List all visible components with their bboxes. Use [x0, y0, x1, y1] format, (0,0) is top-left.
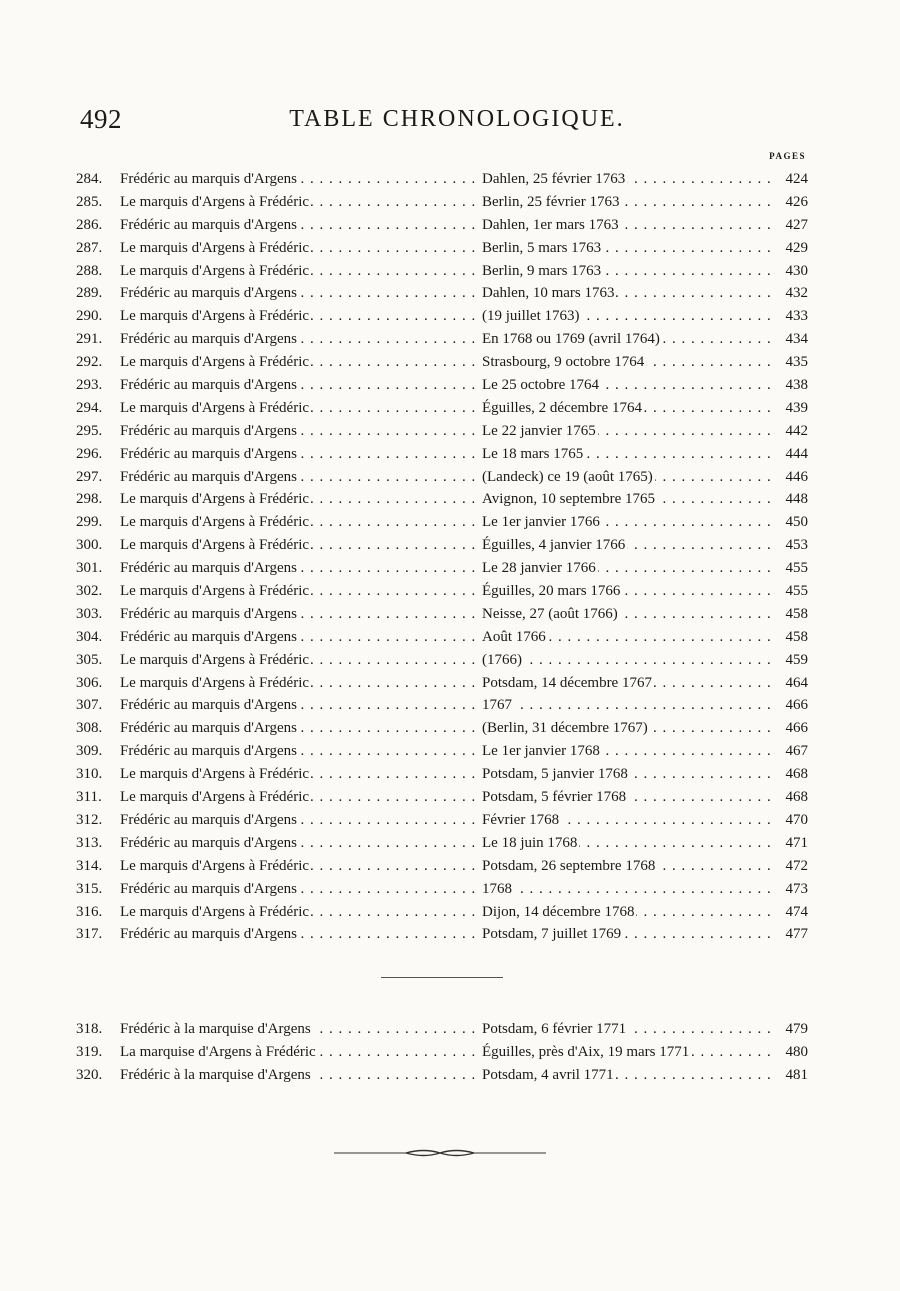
- entry-page: 471: [785, 834, 808, 851]
- entry-title: Le marquis d'Argens à Frédéric . . .: [120, 763, 482, 786]
- entry-page: 477: [785, 926, 808, 943]
- entry-place-date: Potsdam, 6 février 1771 . . .: [482, 1018, 778, 1041]
- table-row: [76, 694, 808, 717]
- entry-number: 318.: [76, 1021, 103, 1037]
- entry-title: Le marquis d'Argens à Frédéric . . .: [120, 397, 482, 420]
- entry-number: 294.: [76, 399, 103, 416]
- entry-page: 439: [785, 399, 808, 416]
- entry-place-date: Potsdam, 26 septembre 1768 . . .: [482, 855, 778, 878]
- entry-title: Frédéric au marquis d'Argens . . .: [120, 420, 482, 443]
- table-row: [76, 626, 808, 649]
- entry-title: Frédéric au marquis d'Argens . . .: [120, 626, 482, 649]
- entry-number: 306.: [76, 674, 103, 691]
- entry-number: 303.: [76, 605, 103, 622]
- entry-title: Le marquis d'Argens à Frédéric . . .: [120, 191, 482, 214]
- entry-page: 448: [785, 491, 808, 508]
- entry-number: 293.: [76, 377, 103, 394]
- entry-number: 288.: [76, 262, 103, 279]
- entry-number: 314.: [76, 857, 103, 874]
- table-row: [76, 282, 808, 305]
- entry-place-date: (Berlin, 31 décembre 1767) . . .: [482, 717, 778, 740]
- table-row: [76, 809, 808, 832]
- marquise-letter-list: [76, 1018, 808, 1087]
- table-row: [76, 603, 808, 626]
- table-row: [76, 374, 808, 397]
- entry-title: Frédéric au marquis d'Argens . . .: [120, 557, 482, 580]
- entry-place-date: Berlin, 9 mars 1763 . . .: [482, 260, 778, 283]
- entry-number: 296.: [76, 445, 103, 462]
- entry-title: Le marquis d'Argens à Frédéric . . .: [120, 511, 482, 534]
- entry-page: 455: [785, 560, 808, 577]
- entry-place-date: En 1768 ou 1769 (avril 1764) . . .: [482, 328, 778, 351]
- entry-place-date: 1768 . . .: [482, 878, 778, 901]
- entry-title: Le marquis d'Argens à Frédéric . . .: [120, 855, 482, 878]
- entry-page: 466: [785, 697, 808, 714]
- entry-page: 467: [785, 743, 808, 760]
- entry-page: 424: [785, 171, 808, 187]
- entry-number: 298.: [76, 491, 103, 508]
- entry-title: Frédéric au marquis d'Argens . . .: [120, 282, 482, 305]
- entry-place-date: Potsdam, 14 décembre 1767 . . .: [482, 672, 778, 695]
- table-row: [76, 901, 808, 924]
- entry-place-date: Le 1er janvier 1766 . . .: [482, 511, 778, 534]
- entry-title: La marquise d'Argens à Frédéric . . .: [120, 1041, 482, 1064]
- entry-title: Le marquis d'Argens à Frédéric . . .: [120, 488, 482, 511]
- table-row: [76, 191, 808, 214]
- entry-page: 481: [785, 1066, 808, 1083]
- entry-number: 299.: [76, 514, 103, 531]
- entry-place-date: Le 25 octobre 1764 . . .: [482, 374, 778, 397]
- entry-page: 468: [785, 766, 808, 783]
- entry-number: 301.: [76, 560, 103, 577]
- entry-place-date: Berlin, 5 mars 1763 . . .: [482, 237, 778, 260]
- table-row: [76, 1064, 808, 1087]
- entry-title: Frédéric au marquis d'Argens . . .: [120, 443, 482, 466]
- table-row: [76, 740, 808, 763]
- page-number: 492: [80, 104, 122, 134]
- entry-place-date: Le 18 mars 1765 . . .: [482, 443, 778, 466]
- entry-title: Frédéric au marquis d'Argens . . .: [120, 374, 482, 397]
- entry-place-date: Avignon, 10 septembre 1765 . . .: [482, 488, 778, 511]
- entry-page: 468: [785, 789, 808, 806]
- entry-place-date: Potsdam, 5 février 1768 . . .: [482, 786, 778, 809]
- table-row: [76, 420, 808, 443]
- entry-page: 458: [785, 628, 808, 645]
- entry-number: 290.: [76, 308, 103, 325]
- entry-title: Le marquis d'Argens à Frédéric . . .: [120, 305, 482, 328]
- entry-number: 309.: [76, 743, 103, 760]
- entry-number: 311.: [76, 789, 102, 806]
- entry-number: 310.: [76, 766, 103, 783]
- table-row: [76, 534, 808, 557]
- entry-number: 315.: [76, 880, 103, 897]
- entry-page: 438: [785, 377, 808, 394]
- entry-place-date: Dijon, 14 décembre 1768 . . .: [482, 901, 778, 924]
- entry-page: 444: [785, 445, 808, 462]
- entry-place-date: (1766) . . .: [482, 649, 778, 672]
- table-row: [76, 443, 808, 466]
- entry-place-date: Éguilles, près d'Aix, 19 mars 1771 . . .: [482, 1041, 778, 1064]
- entry-number: 317.: [76, 926, 103, 943]
- entry-place-date: Éguilles, 2 décembre 1764 . . .: [482, 397, 778, 420]
- entry-number: 284.: [76, 171, 103, 187]
- table-row: [76, 237, 808, 260]
- entry-page: 446: [785, 468, 808, 485]
- entry-place-date: 1767 . . .: [482, 694, 778, 717]
- entry-title: Frédéric au marquis d'Argens . . .: [120, 328, 482, 351]
- entry-number: 291.: [76, 331, 103, 348]
- table-row: [76, 1041, 808, 1064]
- table-row: [76, 557, 808, 580]
- entry-number: 305.: [76, 651, 103, 668]
- entry-place-date: Potsdam, 7 juillet 1769 . . .: [482, 923, 778, 946]
- entry-title: Le marquis d'Argens à Frédéric . . .: [120, 786, 482, 809]
- entry-number: 289.: [76, 285, 103, 302]
- entry-title: Le marquis d'Argens à Frédéric . . .: [120, 260, 482, 283]
- entry-title: Frédéric au marquis d'Argens . . .: [120, 168, 482, 191]
- entry-title: Frédéric au marquis d'Argens . . .: [120, 466, 482, 489]
- entry-place-date: Potsdam, 4 avril 1771 . . .: [482, 1064, 778, 1087]
- entry-number: 319.: [76, 1043, 103, 1060]
- table-row: [76, 168, 808, 191]
- entry-page: 472: [785, 857, 808, 874]
- entry-title: Frédéric au marquis d'Argens . . .: [120, 603, 482, 626]
- table-row: [76, 397, 808, 420]
- entry-page: 474: [785, 903, 808, 920]
- table-row: [76, 878, 808, 901]
- entry-number: 292.: [76, 354, 103, 371]
- table-row: [76, 672, 808, 695]
- entry-title: Le marquis d'Argens à Frédéric . . .: [120, 237, 482, 260]
- entry-number: 300.: [76, 537, 103, 554]
- entry-place-date: (Landeck) ce 19 (août 1765) . . .: [482, 466, 778, 489]
- entry-page: 459: [785, 651, 808, 668]
- entry-page: 433: [785, 308, 808, 325]
- table-row: [76, 649, 808, 672]
- table-row: [76, 511, 808, 534]
- entry-title: Frédéric au marquis d'Argens . . .: [120, 832, 482, 855]
- entry-title: Le marquis d'Argens à Frédéric . . .: [120, 672, 482, 695]
- table-row: [76, 855, 808, 878]
- entry-page: 455: [785, 583, 808, 600]
- entry-number: 308.: [76, 720, 103, 737]
- entry-title: Frédéric au marquis d'Argens . . .: [120, 694, 482, 717]
- table-row: [76, 351, 808, 374]
- table-row: [76, 786, 808, 809]
- entry-page: 442: [785, 422, 808, 439]
- entry-number: 304.: [76, 628, 103, 645]
- table-row: [76, 832, 808, 855]
- section-divider: [381, 977, 503, 978]
- table-row: [76, 328, 808, 351]
- entry-place-date: Le 28 janvier 1766 . . .: [482, 557, 778, 580]
- entry-title: Le marquis d'Argens à Frédéric . . .: [120, 351, 482, 374]
- entry-number: 316.: [76, 903, 103, 920]
- entry-number: 313.: [76, 834, 103, 851]
- table-row: [76, 1018, 808, 1041]
- entry-number: 286.: [76, 216, 103, 233]
- table-row: [76, 717, 808, 740]
- table-row: [76, 214, 808, 237]
- entry-place-date: Berlin, 25 février 1763 . . .: [482, 191, 778, 214]
- entry-place-date: Neisse, 27 (août 1766) . . .: [482, 603, 778, 626]
- entry-title: Le marquis d'Argens à Frédéric . . .: [120, 580, 482, 603]
- entry-title: Le marquis d'Argens à Frédéric . . .: [120, 534, 482, 557]
- entry-title: Frédéric au marquis d'Argens . . .: [120, 809, 482, 832]
- entry-number: 302.: [76, 583, 103, 600]
- entry-place-date: (19 juillet 1763) . . .: [482, 305, 778, 328]
- entry-page: 432: [785, 285, 808, 302]
- table-row: [76, 488, 808, 511]
- table-row: [76, 580, 808, 603]
- entry-place-date: Août 1766 . . .: [482, 626, 778, 649]
- entry-title: Le marquis d'Argens à Frédéric . . .: [120, 649, 482, 672]
- table-row: [76, 763, 808, 786]
- entry-number: 312.: [76, 811, 103, 828]
- entry-page: 434: [785, 331, 808, 348]
- entry-title: Frédéric au marquis d'Argens . . .: [120, 740, 482, 763]
- table-row: [76, 305, 808, 328]
- entry-title: Frédéric à la marquise d'Argens . . .: [120, 1018, 482, 1041]
- entry-place-date: Dahlen, 1er mars 1763 . . .: [482, 214, 778, 237]
- entry-number: 287.: [76, 239, 103, 256]
- letter-list: [76, 168, 808, 946]
- entry-page: 480: [785, 1043, 808, 1060]
- entry-page: 473: [785, 880, 808, 897]
- entry-number: 307.: [76, 697, 103, 714]
- ornament-divider: [334, 1146, 546, 1160]
- entry-place-date: Éguilles, 20 mars 1766 . . .: [482, 580, 778, 603]
- entry-place-date: Strasbourg, 9 octobre 1764 . . .: [482, 351, 778, 374]
- entry-page: 479: [785, 1021, 808, 1037]
- entry-title: Frédéric au marquis d'Argens . . .: [120, 923, 482, 946]
- entry-place-date: Le 1er janvier 1768 . . .: [482, 740, 778, 763]
- entry-page: 453: [785, 537, 808, 554]
- entry-place-date: Éguilles, 4 janvier 1766 . . .: [482, 534, 778, 557]
- entry-title: Frédéric au marquis d'Argens . . .: [120, 878, 482, 901]
- entry-title: Le marquis d'Argens à Frédéric . . .: [120, 901, 482, 924]
- entry-page: 429: [785, 239, 808, 256]
- entry-place-date: Dahlen, 10 mars 1763 . . .: [482, 282, 778, 305]
- table-row: [76, 923, 808, 946]
- entry-title: Frédéric au marquis d'Argens . . .: [120, 214, 482, 237]
- entry-number: 320.: [76, 1066, 103, 1083]
- entry-place-date: Le 22 janvier 1765 . . .: [482, 420, 778, 443]
- entry-title: Frédéric au marquis d'Argens . . .: [120, 717, 482, 740]
- entry-page: 464: [785, 674, 808, 691]
- entry-page: 430: [785, 262, 808, 279]
- entry-number: 297.: [76, 468, 103, 485]
- table-row: [76, 466, 808, 489]
- entry-title: Frédéric à la marquise d'Argens . . .: [120, 1064, 482, 1087]
- entry-page: 427: [785, 216, 808, 233]
- entry-place-date: Potsdam, 5 janvier 1768 . . .: [482, 763, 778, 786]
- entry-page: 435: [785, 354, 808, 371]
- entry-page: 470: [785, 811, 808, 828]
- table-row: [76, 260, 808, 283]
- entry-place-date: Dahlen, 25 février 1763 . . .: [482, 168, 778, 191]
- entry-page: 458: [785, 605, 808, 622]
- entry-page: 466: [785, 720, 808, 737]
- entry-place-date: Le 18 juin 1768 . . .: [482, 832, 778, 855]
- entry-number: 295.: [76, 422, 103, 439]
- entry-page: 450: [785, 514, 808, 531]
- pages-column-label: PAGES: [769, 151, 806, 161]
- entry-number: 285.: [76, 193, 103, 210]
- entry-page: 426: [785, 193, 808, 210]
- entry-place-date: Février 1768 . . .: [482, 809, 778, 832]
- page-title: TABLE CHRONOLOGIQUE.: [289, 106, 625, 132]
